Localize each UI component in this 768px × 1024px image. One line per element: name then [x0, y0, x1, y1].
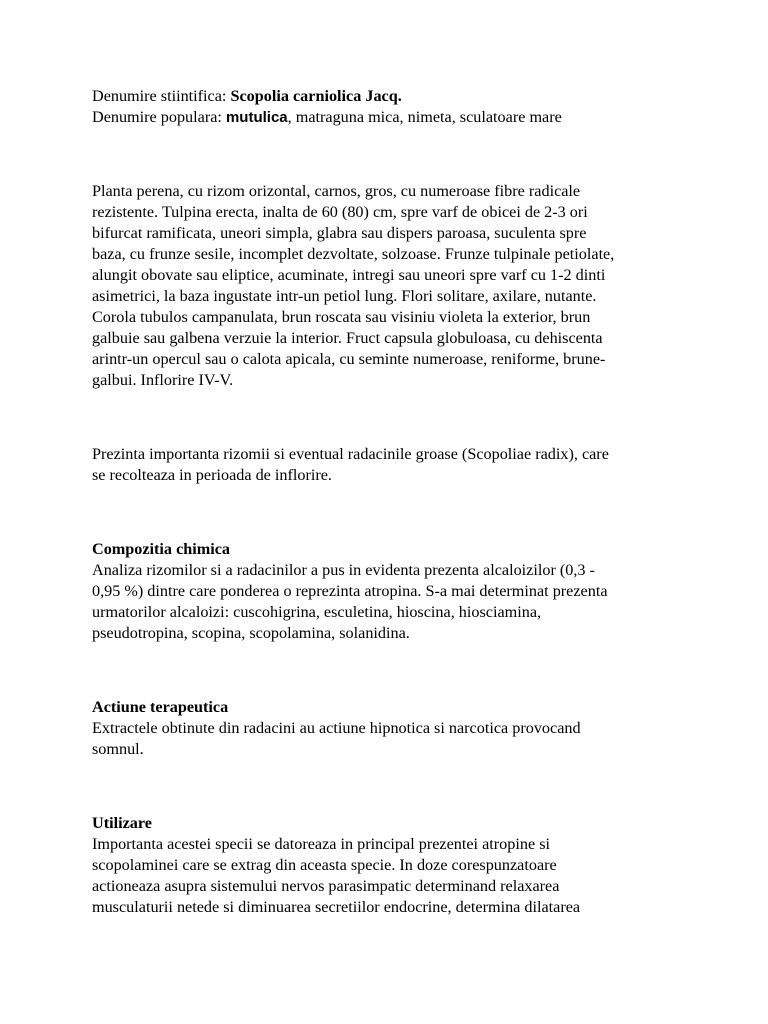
importance-line: Prezinta importanta rizomii si eventual radacinile groase (Scopoliae radix), care — [92, 445, 609, 463]
description-line: Corola tubulos campanulata, brun roscata sau visiniu violeta la exterior, brun — [92, 308, 591, 326]
usage-heading: Utilizare — [92, 814, 152, 832]
description-line: Planta perena, cu rizom orizontal, carnos, gros, cu numeroase fibre radicale — [92, 182, 581, 200]
therapeutic-section — [92, 697, 682, 760]
popular-name-line — [92, 107, 682, 128]
chemistry-section — [92, 539, 682, 644]
description-line: baza, cu frunze sesile, incomplet dezvoltate, solzoase. Frunze tulpinale petiolate, — [92, 245, 615, 263]
description-paragraph — [92, 181, 682, 391]
names-block — [92, 86, 682, 128]
scientific-name-line — [92, 86, 682, 107]
description-line: arintr-un opercul sau o calota apicala, cu seminte numeroase, reniforme, brune- — [92, 350, 606, 368]
popular-name-label: Denumire populara: — [92, 108, 226, 126]
therapeutic-heading: Actiune terapeutica — [92, 698, 229, 716]
popular-name-rest: , matraguna mica, nimeta, sculatoare mare — [287, 108, 562, 126]
chemistry-line: 0,95 %) dintre care ponderea o reprezinta atropina. S-a mai determinat prezenta — [92, 582, 608, 600]
importance-line: se recolteaza in perioada de inflorire. — [92, 466, 332, 484]
usage-line: musculaturii netede si diminuarea secretiilor endocrine, determina dilatarea — [92, 898, 581, 916]
description-line: rezistente. Tulpina erecta, inalta de 60 (80) cm, spre varf de obicei de 2-3 ori — [92, 203, 588, 221]
usage-line: Importanta acestei specii se datoreaza in principal prezentei atropine si — [92, 835, 550, 853]
popular-name-value: mutulica — [225, 109, 288, 126]
therapeutic-line: Extractele obtinute din radacini au actiune hipnotica si narcotica provocand — [92, 719, 581, 737]
usage-section — [92, 813, 682, 918]
scientific-name-value: Scopolia carniolica Jacq. — [230, 87, 402, 105]
chemistry-heading: Compozitia chimica — [92, 540, 231, 558]
chemistry-line: pseudotropina, scopina, scopolamina, solanidina. — [92, 624, 410, 642]
description-line: alungit obovate sau eliptice, acuminate, intregi sau uneori spre varf cu 1-2 dinti — [92, 266, 606, 284]
description-line: galbui. Inflorire IV-V. — [92, 371, 234, 389]
importance-paragraph — [92, 444, 682, 486]
description-line: galbuie sau galbena verzuie la interior. Fruct capsula globuloasa, cu dehiscenta — [92, 329, 603, 347]
description-line: asimetrici, la baza ingustate intr-un petiol lung. Flori solitare, axilare, nutante. — [92, 287, 597, 305]
usage-line: scopolaminei care se extrag din aceasta specie. In doze corespunzatoare — [92, 856, 557, 874]
chemistry-line: Analiza rizomilor si a radacinilor a pus in evidenta prezenta alcaloizilor (0,3 - — [92, 561, 595, 579]
description-line: bifurcat ramificata, uneori simpla, glabra sau dispers paroasa, suculenta spre — [92, 224, 587, 242]
chemistry-line: urmatorilor alcaloizi: cuscohigrina, esculetina, hioscina, hiosciamina, — [92, 603, 542, 621]
therapeutic-line: somnul. — [92, 740, 144, 758]
scientific-name-label: Denumire stiintifica: — [92, 87, 231, 105]
usage-line: actioneaza asupra sistemului nervos parasimpatic determinand relaxarea — [92, 877, 560, 895]
